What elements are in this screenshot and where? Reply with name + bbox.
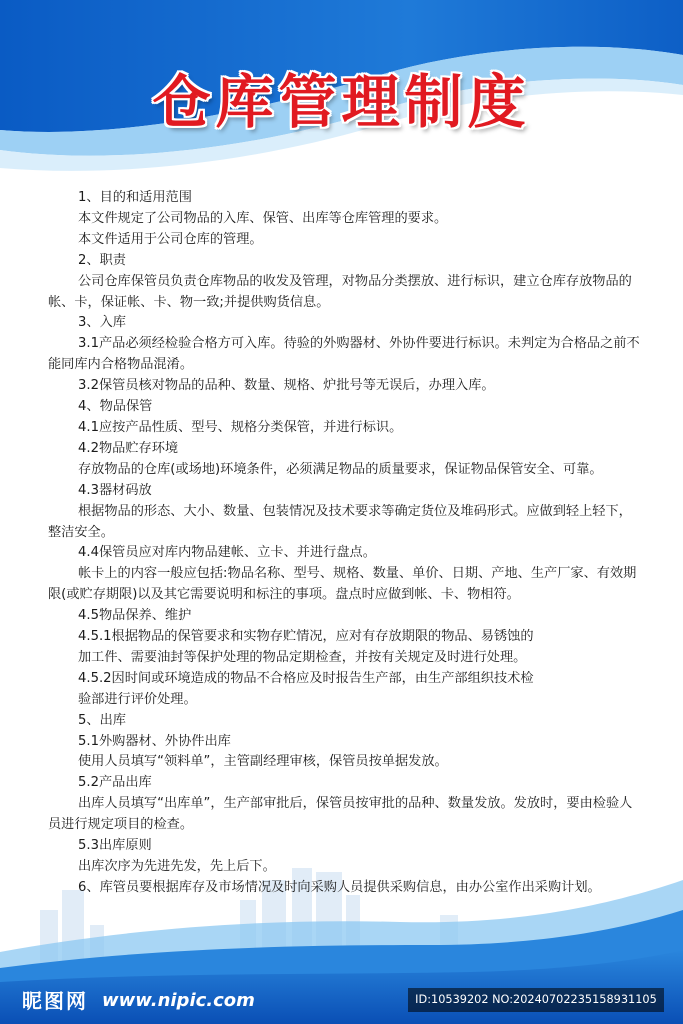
body-paragraph: 公司仓库保管员负责仓库物品的收发及管理，对物品分类摆放、进行标识，建立仓库存放物品的帐、卡，保证帐、卡、物一致;并提供购货信息。 <box>48 273 632 310</box>
body-paragraph: 使用人员填写“领料单”，主管副经理审核，保管员按单据发放。 <box>78 754 448 770</box>
body-paragraph: 5.2产品出库 <box>78 775 152 791</box>
watermark-bar <box>0 984 683 1024</box>
body-paragraph: 5、出库 <box>78 712 126 728</box>
body-paragraph: 5.1外购器材、外协件出库 <box>78 733 231 749</box>
poster-title: 仓库管理制度 <box>152 68 531 136</box>
body-paragraph: 出库人员填写“出库单”，生产部审批后，保管员按审批的品种、数量发放。发放时，要由检验人员进行规定项目的检查。 <box>48 796 633 833</box>
body-paragraph: 6、库管员要根据库存及市场情况及时向采购人员提供采购信息，由办公室作出采购计划。 <box>78 879 601 895</box>
body-paragraph: 帐卡上的内容一般应包括:物品名称、型号、规格、数量、单价、日期、产地、生产厂家、有效期限(或贮存期限)以及其它需要说明和标注的事项。盘点时应做到帐、卡、物相符。 <box>48 566 637 603</box>
body-paragraph: 4.5物品保养、维护 <box>78 608 192 624</box>
body-paragraph: 本文件规定了公司物品的入库、保管、出库等仓库管理的要求。 <box>78 210 448 226</box>
body-paragraph: 4.3器材码放 <box>78 482 152 498</box>
body-paragraph: 3.1产品必须经检验合格方可入库。待验的外购器材、外协件要进行标识。未判定为合格品之前不能同库内合格物品混淆。 <box>48 336 640 373</box>
body-paragraph: 3.2保管员核对物品的品种、数量、规格、炉批号等无误后，办理入库。 <box>78 378 495 394</box>
body-paragraph: 本文件适用于公司仓库的管理。 <box>78 231 263 247</box>
body-paragraph: 2、职责 <box>78 252 126 268</box>
image-id-label: ID:10539202 NO:20240702235158931105 <box>408 988 664 1012</box>
body-paragraph: 根据物品的形态、大小、数量、包装情况及技术要求等确定货位及堆码形式。应做到轻上轻下，整洁安全。 <box>48 503 632 540</box>
poster-body <box>48 188 644 899</box>
body-paragraph: 加工件、需要油封等保护处理的物品定期检查，并按有关规定及时进行处理。 <box>78 649 527 665</box>
body-paragraph: 4.2物品贮存环境 <box>78 440 179 456</box>
body-paragraph: 4.4保管员应对库内物品建帐、立卡、并进行盘点。 <box>78 545 376 561</box>
body-paragraph: 3、入库 <box>78 315 126 331</box>
body-paragraph: 1、目的和适用范围 <box>78 190 192 205</box>
body-paragraph: 4.5.2因时间或环境造成的物品不合格应及时报告生产部，由生产部组织技术检 <box>78 670 534 686</box>
nipic-url-text: www.nipic.com <box>102 990 255 1011</box>
body-paragraph: 存放物品的仓库(或场地)环境条件，必须满足物品的质量要求，保证物品保管安全、可靠。 <box>78 461 603 477</box>
nipic-logo-text: 昵图网 <box>22 989 88 1013</box>
body-paragraph: 4.1应按产品性质、型号、规格分类保管，并进行标识。 <box>78 419 403 435</box>
body-paragraph: 验部进行评价处理。 <box>78 691 197 707</box>
body-paragraph: 出库次序为先进先发，先上后下。 <box>78 859 276 874</box>
body-paragraph: 4.5.1根据物品的保管要求和实物存贮情况，应对有存放期限的物品、易锈蚀的 <box>78 629 534 645</box>
body-paragraph: 5.3出库原则 <box>78 838 152 854</box>
body-paragraph: 4、物品保管 <box>78 399 153 415</box>
